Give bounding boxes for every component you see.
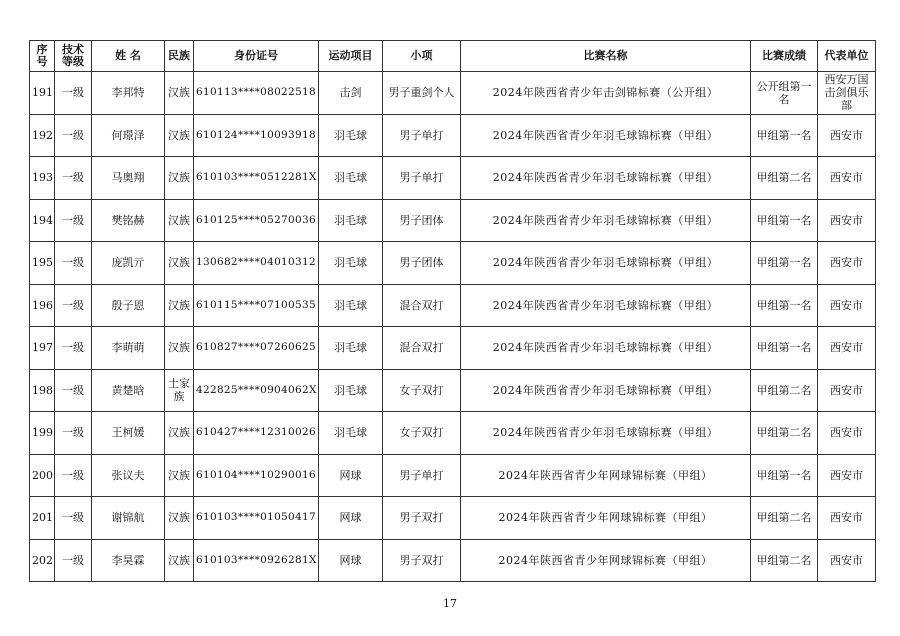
header-sport: 运动项目	[319, 41, 383, 72]
cell-id: 610103****01050417	[194, 497, 319, 540]
cell-id: 610104****10290016	[194, 454, 319, 497]
cell-event: 男子团体	[383, 199, 461, 242]
cell-no: 194	[30, 199, 55, 242]
cell-level: 一级	[55, 454, 92, 497]
header-id: 身份证号	[194, 41, 319, 72]
cell-ethnicity: 土家族	[165, 369, 194, 412]
header-ethnicity: 民族	[165, 41, 194, 72]
cell-name: 殷子恩	[92, 284, 165, 327]
cell-ethnicity: 汉族	[165, 157, 194, 200]
cell-ethnicity: 汉族	[165, 497, 194, 540]
cell-unit: 西安万国击剑俱乐部	[818, 72, 876, 115]
cell-no: 199	[30, 412, 55, 455]
cell-sport: 网球	[319, 454, 383, 497]
cell-unit: 西安市	[818, 497, 876, 540]
cell-result: 甲组第一名	[751, 327, 818, 370]
cell-id: 610103****0512281X	[194, 157, 319, 200]
cell-event: 混合双打	[383, 284, 461, 327]
cell-competition: 2024年陕西省青少年羽毛球锦标赛（甲组）	[461, 327, 751, 370]
cell-competition: 2024年陕西省青少年羽毛球锦标赛（甲组）	[461, 369, 751, 412]
table-row	[30, 284, 876, 327]
cell-id: 610125****05270036	[194, 199, 319, 242]
cell-ethnicity: 汉族	[165, 114, 194, 157]
cell-ethnicity: 汉族	[165, 454, 194, 497]
cell-unit: 西安市	[818, 157, 876, 200]
cell-level: 一级	[55, 369, 92, 412]
header-no: 序号	[30, 41, 55, 72]
cell-event: 男子双打	[383, 497, 461, 540]
page-number: 17	[443, 597, 457, 610]
cell-no: 193	[30, 157, 55, 200]
header-competition: 比赛名称	[461, 41, 751, 72]
table-row	[30, 327, 876, 370]
cell-sport: 羽毛球	[319, 327, 383, 370]
table-row	[30, 497, 876, 540]
header-row	[30, 41, 876, 72]
cell-ethnicity: 汉族	[165, 539, 194, 582]
cell-id: 422825****0904062X	[194, 369, 319, 412]
cell-event: 男子团体	[383, 242, 461, 285]
cell-id: 610124****10093918	[194, 114, 319, 157]
cell-name: 李昊霖	[92, 539, 165, 582]
cell-unit: 西安市	[818, 199, 876, 242]
cell-sport: 击剑	[319, 72, 383, 115]
athlete-table	[29, 40, 876, 582]
cell-name: 王柯媛	[92, 412, 165, 455]
cell-no: 197	[30, 327, 55, 370]
cell-unit: 西安市	[818, 114, 876, 157]
cell-name: 庞凯亓	[92, 242, 165, 285]
cell-result: 甲组第一名	[751, 284, 818, 327]
cell-ethnicity: 汉族	[165, 412, 194, 455]
header-name: 姓 名	[92, 41, 165, 72]
cell-name: 樊铭赫	[92, 199, 165, 242]
cell-event: 男子双打	[383, 539, 461, 582]
cell-unit: 西安市	[818, 284, 876, 327]
cell-result: 公开组第一名	[751, 72, 818, 115]
cell-unit: 西安市	[818, 412, 876, 455]
cell-event: 男子单打	[383, 454, 461, 497]
cell-ethnicity: 汉族	[165, 199, 194, 242]
cell-level: 一级	[55, 539, 92, 582]
cell-competition: 2024年陕西省青少年击剑锦标赛（公开组）	[461, 72, 751, 115]
cell-level: 一级	[55, 72, 92, 115]
cell-id: 610103****0926281X	[194, 539, 319, 582]
header-event: 小项	[383, 41, 461, 72]
cell-ethnicity: 汉族	[165, 284, 194, 327]
cell-result: 甲组第二名	[751, 157, 818, 200]
table-row	[30, 157, 876, 200]
cell-competition: 2024年陕西省青少年羽毛球锦标赛（甲组）	[461, 199, 751, 242]
cell-result: 甲组第二名	[751, 412, 818, 455]
header-level: 技术等级	[55, 41, 92, 72]
header-unit: 代表单位	[818, 41, 876, 72]
cell-event: 女子双打	[383, 412, 461, 455]
cell-no: 192	[30, 114, 55, 157]
cell-unit: 西安市	[818, 539, 876, 582]
table-row	[30, 199, 876, 242]
cell-result: 甲组第二名	[751, 539, 818, 582]
cell-event: 男子单打	[383, 114, 461, 157]
cell-level: 一级	[55, 284, 92, 327]
cell-no: 191	[30, 72, 55, 115]
cell-unit: 西安市	[818, 327, 876, 370]
cell-competition: 2024年陕西省青少年网球锦标赛（甲组）	[461, 497, 751, 540]
cell-result: 甲组第一名	[751, 242, 818, 285]
cell-result: 甲组第一名	[751, 454, 818, 497]
cell-name: 李萌萌	[92, 327, 165, 370]
cell-competition: 2024年陕西省青少年羽毛球锦标赛（甲组）	[461, 157, 751, 200]
table-row	[30, 72, 876, 115]
cell-id: 130682****04010312	[194, 242, 319, 285]
table-row	[30, 539, 876, 582]
cell-event: 男子重剑个人	[383, 72, 461, 115]
cell-sport: 网球	[319, 539, 383, 582]
cell-sport: 羽毛球	[319, 114, 383, 157]
cell-no: 198	[30, 369, 55, 412]
cell-level: 一级	[55, 412, 92, 455]
cell-name: 张议夫	[92, 454, 165, 497]
cell-competition: 2024年陕西省青少年网球锦标赛（甲组）	[461, 539, 751, 582]
cell-name: 黄楚晗	[92, 369, 165, 412]
cell-unit: 西安市	[818, 454, 876, 497]
cell-name: 何璟泽	[92, 114, 165, 157]
cell-event: 混合双打	[383, 327, 461, 370]
cell-competition: 2024年陕西省青少年网球锦标赛（甲组）	[461, 454, 751, 497]
cell-id: 610827****07260625	[194, 327, 319, 370]
cell-sport: 网球	[319, 497, 383, 540]
cell-result: 甲组第一名	[751, 199, 818, 242]
cell-level: 一级	[55, 199, 92, 242]
cell-level: 一级	[55, 114, 92, 157]
cell-competition: 2024年陕西省青少年羽毛球锦标赛（甲组）	[461, 114, 751, 157]
cell-id: 610427****12310026	[194, 412, 319, 455]
cell-competition: 2024年陕西省青少年羽毛球锦标赛（甲组）	[461, 284, 751, 327]
cell-ethnicity: 汉族	[165, 327, 194, 370]
cell-ethnicity: 汉族	[165, 72, 194, 115]
table-row	[30, 412, 876, 455]
cell-no: 195	[30, 242, 55, 285]
cell-sport: 羽毛球	[319, 412, 383, 455]
cell-no: 200	[30, 454, 55, 497]
cell-event: 男子单打	[383, 157, 461, 200]
table-row	[30, 114, 876, 157]
cell-level: 一级	[55, 157, 92, 200]
cell-sport: 羽毛球	[319, 199, 383, 242]
cell-sport: 羽毛球	[319, 242, 383, 285]
cell-no: 202	[30, 539, 55, 582]
cell-level: 一级	[55, 497, 92, 540]
cell-sport: 羽毛球	[319, 369, 383, 412]
cell-result: 甲组第二名	[751, 369, 818, 412]
cell-id: 610115****07100535	[194, 284, 319, 327]
cell-result: 甲组第一名	[751, 114, 818, 157]
cell-id: 610113****08022518	[194, 72, 319, 115]
cell-event: 女子双打	[383, 369, 461, 412]
cell-unit: 西安市	[818, 369, 876, 412]
cell-ethnicity: 汉族	[165, 242, 194, 285]
table-row	[30, 454, 876, 497]
cell-sport: 羽毛球	[319, 284, 383, 327]
cell-unit: 西安市	[818, 242, 876, 285]
cell-level: 一级	[55, 327, 92, 370]
table-row	[30, 369, 876, 412]
cell-competition: 2024年陕西省青少年羽毛球锦标赛（甲组）	[461, 242, 751, 285]
cell-result: 甲组第二名	[751, 497, 818, 540]
cell-name: 谢锦航	[92, 497, 165, 540]
cell-name: 马奥翔	[92, 157, 165, 200]
cell-no: 201	[30, 497, 55, 540]
cell-sport: 羽毛球	[319, 157, 383, 200]
header-result: 比赛成绩	[751, 41, 818, 72]
cell-no: 196	[30, 284, 55, 327]
cell-competition: 2024年陕西省青少年羽毛球锦标赛（甲组）	[461, 412, 751, 455]
cell-level: 一级	[55, 242, 92, 285]
table-row	[30, 242, 876, 285]
cell-name: 李邦特	[92, 72, 165, 115]
